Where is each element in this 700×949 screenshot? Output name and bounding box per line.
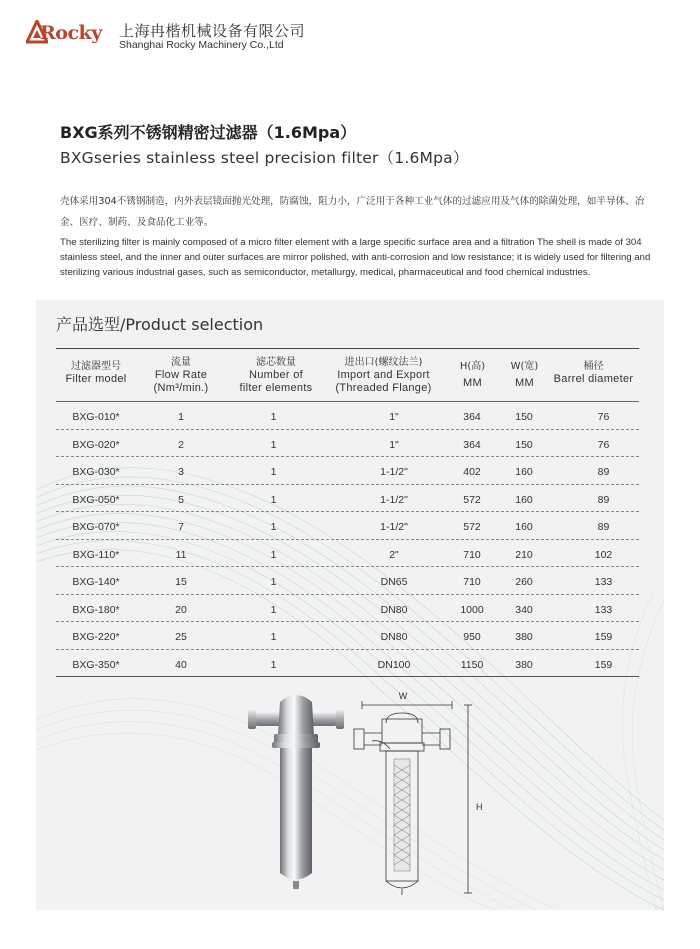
cell-connection: 2" (389, 548, 399, 561)
table-row (56, 540, 639, 568)
page-title-en: BXGseries stainless steel precision filter（1.6Mpa） (60, 149, 469, 167)
section-title: 产品选型/Product selection (56, 315, 264, 334)
table-row (56, 595, 639, 623)
cell-height: 364 (463, 438, 481, 451)
cell-width: 160 (515, 466, 533, 478)
cell-connection: DN65 (380, 576, 408, 588)
company-name-cn: 上海冉楷机械设备有限公司 (119, 22, 306, 40)
cell-elements: 1 (270, 576, 277, 588)
cell-elements: 1 (270, 411, 277, 423)
table-row (56, 622, 639, 650)
cell-barrel-diameter: 89 (597, 466, 610, 478)
cell-elements: 1 (270, 658, 277, 671)
cell-model: BXG-140* (72, 576, 120, 588)
cell-flow-rate: 11 (175, 548, 187, 561)
product-table-body (56, 402, 639, 677)
cell-flow-rate: 40 (175, 658, 187, 671)
cell-model: BXG-020* (72, 438, 120, 451)
table-row (56, 430, 639, 458)
cell-width: 210 (515, 548, 533, 561)
table-top-border (56, 348, 639, 349)
table-row (56, 402, 639, 430)
company-logo (26, 18, 112, 52)
cell-elements: 1 (270, 521, 277, 533)
cell-elements: 1 (270, 466, 277, 478)
cell-elements: 1 (270, 548, 277, 561)
cell-width: 340 (515, 603, 533, 616)
cell-width: 380 (515, 631, 533, 643)
cell-flow-rate: 25 (175, 631, 187, 643)
cell-flow-rate: 5 (178, 493, 184, 506)
cell-height: 572 (463, 521, 481, 533)
cell-width: 150 (515, 411, 533, 423)
header-import-export: 进出口(螺纹法兰) Import and Export (Threaded Flange) (335, 357, 432, 394)
description-cn: 壳体采用304不锈钢制造，内外表层镜面抛光处理，防腐蚀，阻力小，广泛用于各种工业气体的过滤应用及气体的除菌处理，如半导体、冶金、医疗、制药、及食品化工业等。 (60, 196, 645, 228)
cell-height: 364 (463, 411, 481, 423)
cell-height: 710 (463, 576, 481, 588)
cell-model: BXG-030* (72, 466, 120, 478)
page-title-cn: BXG系列不锈钢精密过滤器（1.6Mpa） (60, 123, 357, 142)
cell-width: 160 (515, 493, 533, 506)
filter-product-photo (246, 688, 346, 893)
company-header (26, 18, 326, 54)
cell-barrel-diameter: 133 (594, 576, 613, 588)
cell-connection: 1" (389, 438, 399, 451)
company-name-en: Shanghai Rocky Machinery Co.,Ltd (119, 39, 284, 51)
cell-barrel-diameter: 133 (594, 603, 613, 616)
header-filter-elements: 滤芯数量 Number of filter elements (239, 357, 313, 394)
cell-barrel-diameter: 76 (597, 411, 610, 423)
cell-model: BXG-110* (72, 548, 120, 561)
cell-height: 572 (463, 493, 481, 506)
cell-flow-rate: 15 (175, 576, 187, 588)
cell-flow-rate: 20 (175, 603, 187, 616)
cell-barrel-diameter: 76 (597, 438, 610, 451)
cell-model: BXG-220* (72, 631, 120, 643)
header-barrel-diameter: 桶径 Barrel diameter (553, 361, 634, 385)
cell-height: 1000 (460, 603, 484, 616)
cell-connection: 1-1/2" (380, 466, 408, 478)
cell-connection: 1-1/2" (380, 521, 408, 533)
cell-elements: 1 (270, 603, 277, 616)
product-selection-panel (36, 300, 664, 910)
cell-width: 160 (515, 521, 533, 533)
header-filter-model: 过滤器型号 Filter model (65, 361, 127, 385)
cell-flow-rate: 7 (178, 521, 184, 533)
filter-dimension-drawing (342, 685, 492, 900)
cell-barrel-diameter: 159 (594, 631, 613, 643)
table-row (56, 512, 639, 540)
cell-barrel-diameter: 89 (597, 493, 610, 506)
cell-connection: 1-1/2" (380, 493, 408, 506)
cell-connection: 1" (389, 411, 399, 423)
header-flow-rate: 流量 Flow Rate (Nm³/min.) (153, 357, 209, 394)
cell-height: 1150 (460, 658, 484, 671)
header-height: H(高) MM (459, 361, 486, 389)
cell-height: 710 (463, 548, 481, 561)
cell-model: BXG-010* (72, 411, 120, 423)
cell-model: BXG-050* (72, 493, 120, 506)
dimension-w-label: W (398, 691, 408, 701)
cell-model: BXG-180* (72, 603, 120, 616)
table-row (56, 485, 639, 513)
cell-height: 950 (463, 631, 481, 643)
cell-connection: DN80 (380, 603, 408, 616)
cell-flow-rate: 2 (178, 438, 184, 451)
cell-barrel-diameter: 159 (594, 658, 613, 671)
cell-barrel-diameter: 89 (597, 521, 610, 533)
cell-flow-rate: 1 (178, 411, 184, 423)
cell-model: BXG-070* (72, 521, 120, 533)
description-en: The sterilizing filter is mainly composed of a micro filter element with a large specific surface area and a filtration The shell is made of 304 stainless steel, and the inner and outer surfaces are mirror polished, with anti-corrosion and low resistance; it is widely used for filtering and sterilizing various industrial gases, such as semiconductor, metallurgy, medical, pharmaceutical and food chemical industries. (60, 237, 651, 278)
logo-text: Rocky (40, 22, 102, 44)
cell-model: BXG-350* (72, 658, 120, 671)
header-width: W(宽) MM (510, 361, 539, 389)
cell-connection: DN80 (380, 631, 408, 643)
cell-height: 402 (463, 466, 481, 478)
cell-elements: 1 (270, 438, 277, 451)
table-row (56, 650, 639, 678)
table-row (56, 457, 639, 485)
cell-width: 150 (515, 438, 533, 451)
dimension-h-label: H (476, 802, 483, 812)
cell-flow-rate: 3 (178, 466, 184, 478)
cell-elements: 1 (270, 493, 277, 506)
cell-connection: DN100 (377, 658, 411, 671)
table-row (56, 567, 639, 595)
cell-width: 380 (515, 658, 533, 671)
cell-elements: 1 (270, 631, 277, 643)
cell-width: 260 (515, 576, 533, 588)
cell-barrel-diameter: 102 (594, 548, 613, 561)
